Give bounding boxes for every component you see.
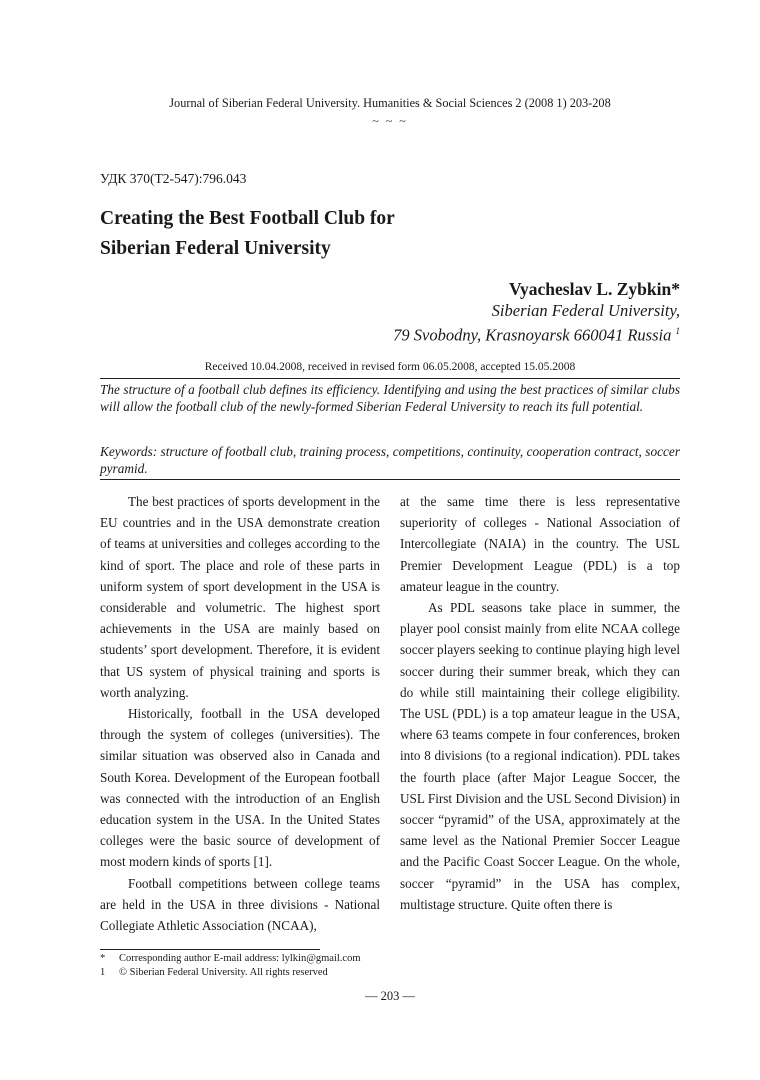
paragraph: As PDL seasons take place in summer, the player pool consist mainly from elite NCAA college soccer players seeking to continue playing high level soccer during their summer break, which they can do while still maintaining their college eligibility. The USL (PDL) is a top amateur league in the USA, where 63 teams compete in four conferences, broken into 8 divisions (to a regional indication). PDL takes the fourth place (after Major League Soccer, the USL First Division and the USL Second Division) in soccer “pyramid” of the USA, approximately at the same level as the National Premier Soccer League and the Pacific Coast Soccer League. On the whole, soccer “pyramid” in the USA has complex, multistage structure. Quite often there is [400,600,680,912]
affiliation-mark: 1 [675,326,680,336]
footnote-mark: * [100,953,106,964]
footnote-text: Corresponding author E-mail address: lylkin@gmail.com [119,953,361,964]
author-block [393,278,680,346]
author-name: Vyacheslav L. Zybkin* [508,279,680,299]
body-column-left [100,491,380,936]
body-column-right [400,491,680,915]
footnote [100,952,400,966]
paragraph: Historically, football in the USA developed through the system of colleges (universities). The similar situation was observed also in Canada and South Korea. Development of the European football was connected with the introduction of an English education system in the USA. In the United States colleges were the basic source of development of most modern kinds of sports [1]. [100,706,380,870]
received-dates: Received 10.04.2008, received in revised form 06.05.2008, accepted 15.05.2008 [204,361,576,373]
footnote-rule [100,949,320,950]
footnotes [100,952,400,980]
article-title [100,204,600,264]
footnote-text: © Siberian Federal University. All rights reserved [119,967,328,978]
title-line-1: Creating the Best Football Club for [100,208,395,229]
page-number: — 203 — [365,989,415,1003]
abstract-top-rule [100,378,680,379]
affiliation-address: 79 Svobodny, Krasnoyarsk 660041 Russia [393,325,672,345]
abstract: The structure of a football club defines its efficiency. Identifying and using the best practices of similar clubs will allow the football club of the newly-formed Siberian Federal University to reach its full potential. [100,382,680,414]
paragraph: at the same time there is less representative superiority of colleges - National Association of Intercollegiate (NAIA) in the country. The USL Premier Development League (PDL) is a top amateur league in the country. [400,494,680,594]
footnote [100,966,400,980]
keywords: Keywords: structure of football club, training process, competitions, continuity, cooperation contract, soccer pyramid. [100,444,680,476]
header-ornament: ~ ~ ~ [372,114,408,128]
paragraph: Football competitions between college teams are held in the USA in three divisions - National Collegiate Athletic Association (NCAA), [100,875,380,934]
paragraph: The best practices of sports development in the EU countries and in the USA demonstrate creation of teams at universities and colleges according to the kind of sport. The place and role of these parts in uniform system of sport development in the USA is considerable and volumetric. The highest sport achievements in the USA are mainly based on students’ sport development. Therefore, it is evident that US system of physical training and sports is worth analyzing. [100,494,380,700]
abstract-bottom-rule [100,479,680,480]
udc-code: УДК 370(Т2-547):796.043 [100,171,247,186]
affiliation-line-2 [393,321,680,346]
journal-header: Journal of Siberian Federal University. Humanities & Social Sciences 2 (2008 1) 203-208 [169,96,611,110]
title-line-2: Siberian Federal University [100,238,331,259]
affiliation-line-1: Siberian Federal University, [491,301,680,320]
footnote-mark: 1 [100,967,106,978]
